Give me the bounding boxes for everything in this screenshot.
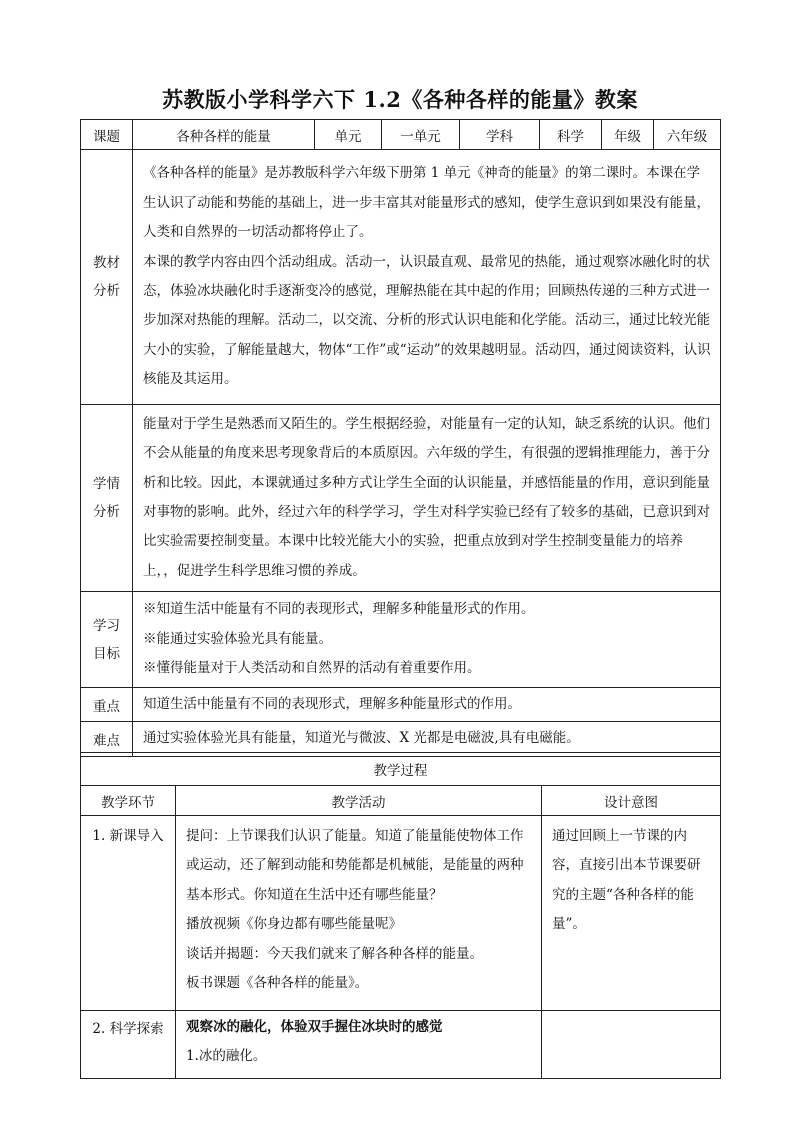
goal-item: ※懂得能量对于人类活动和自然界的活动有着重要作用。	[143, 660, 481, 677]
difficult-point-label: 难点	[81, 722, 133, 756]
process-row-intro	[81, 816, 721, 1011]
header-row	[81, 120, 721, 150]
material-analysis-label	[81, 150, 133, 405]
material-label-line-1: 教材	[93, 255, 120, 271]
process-row-explore	[81, 1011, 721, 1079]
subject-value: 科学	[540, 120, 602, 150]
col-header-activity: 教学活动	[176, 786, 542, 816]
activity-explore	[176, 1011, 542, 1079]
activity-intro	[176, 816, 542, 1011]
student-analysis-row	[81, 405, 721, 592]
grade-label: 年级	[602, 120, 654, 150]
process-header-row	[81, 786, 721, 816]
intent-explore	[542, 1011, 721, 1079]
intent-intro: 通过回顾上一节课的内容，直接引出本节课要研究的主题“各种各样的能量”。	[542, 816, 721, 1011]
learning-goals-text	[133, 592, 721, 688]
material-paragraph-2: 本课的教学内容由四个活动组成。活动一，认识最直观、最常见的热能，通过观察冰融化时的状态，体验冰块融化时手逐渐变冷的感觉，理解热能在其中起的作用；回顾热传递的三种方式进一步加深对热能的理解。活动二，以交流、分析的形式认识电能和化学能。活动三，通过比较光能大小的实验，了解能量越大，物体“工作”或“运动”的效果越明显。活动四，通过阅读资料，认识核能及其运用。	[143, 253, 711, 388]
activity-line: 播放视频《你身边都有哪些能量呢》	[186, 916, 402, 933]
student-label-line-2: 分析	[93, 504, 120, 520]
key-point-label: 重点	[81, 688, 133, 722]
key-point-text: 知道生活中能量有不同的表现形式，理解多种能量形式的作用。	[133, 688, 721, 722]
material-label-line-2: 分析	[93, 283, 120, 299]
col-header-intent: 设计意图	[542, 786, 721, 816]
goal-item: ※能通过实验体验光具有能量。	[143, 630, 332, 647]
topic-label: 课题	[81, 120, 133, 150]
grade-value: 六年级	[654, 120, 721, 150]
material-analysis-text	[133, 150, 721, 405]
goal-item: ※知道生活中能量有不同的表现形式，理解多种能量形式的作用。	[143, 601, 535, 618]
activity-heading: 观察冰的融化，体验双手握住冰块时的感觉	[186, 1019, 443, 1035]
activity-line: 提问：上节课我们认识了能量。知道了能量能使物体工作或运动，还了解到动能和势能都是机械能，是能量的两种基本形式。你知道在生活中还有哪些能量？	[186, 828, 524, 903]
document-title: 苏教版小学科学六下 1.2《各种各样的能量》教案	[162, 87, 638, 112]
process-title-row	[81, 753, 721, 786]
unit-label: 单元	[315, 120, 382, 150]
goals-label-line-2: 目标	[93, 645, 120, 662]
topic-value: 各种各样的能量	[133, 120, 315, 150]
unit-value: 一单元	[382, 120, 460, 150]
teaching-process-table	[80, 752, 721, 1079]
material-paragraph-1: 《各种各样的能量》是苏教版科学六年级下册第 1 单元《神奇的能量》的第二课时。本课在学生认识了动能和势能的基础上，进一步丰富其对能量形式的感知，使学生意识到如果没有能量，人类和自然界的一切活动都将停止了。	[143, 165, 710, 241]
col-header-stage: 教学环节	[81, 786, 176, 816]
process-title: 教学过程	[81, 753, 721, 786]
activity-line: 板书课题《各种各样的能量》。	[186, 975, 369, 992]
learning-goals-row	[81, 592, 721, 688]
activity-line: 谈话并揭题：今天我们就来了解各种各样的能量。	[186, 945, 483, 962]
student-analysis-label	[81, 405, 133, 592]
lesson-info-table	[80, 119, 721, 757]
activity-line: 1.冰的融化。	[186, 1048, 267, 1065]
key-point-row	[81, 688, 721, 722]
material-analysis-row	[81, 150, 721, 405]
subject-label: 学科	[460, 120, 540, 150]
goals-label-line-1: 学习	[93, 617, 120, 634]
difficult-point-text: 通过实验体验光具有能量，知道光与微波、X 光都是电磁波,具有电磁能。	[133, 722, 721, 756]
student-label-line-1: 学情	[93, 476, 120, 492]
learning-goals-label	[81, 592, 133, 688]
student-analysis-text: 能量对于学生是熟悉而又陌生的。学生根据经验，对能量有一定的认知，缺乏系统的认识。他们不会从能量的角度来思考现象背后的本质原因。六年级的学生，有很强的逻辑推理能力，善于分析和比较。因此，本课就通过多种方式让学生全面的认识能量，并感悟能量的作用，意识到能量对事物的影响。此外，经过六年的科学学习，学生对科学实验已经有了较多的基础，已意识到对比实验需要控制变量。本课中比较光能大小的实验，把重点放到对学生控制变量能力的培养上，，促进学生科学思维习惯的养成。	[133, 405, 721, 592]
stage-intro: 1. 新课导入	[81, 816, 176, 1011]
stage-explore: 2. 科学探索	[81, 1011, 176, 1079]
